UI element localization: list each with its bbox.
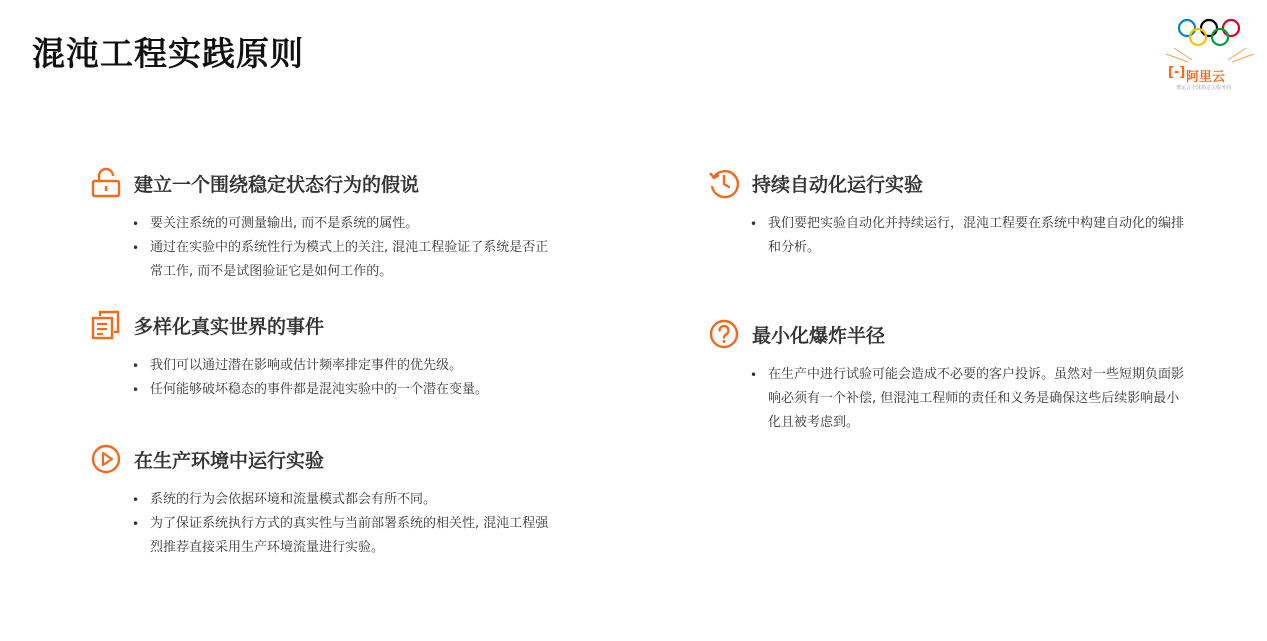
list-item: • 任何能够破坏稳态的事件都是混沌实验中的一个潜在变量。 [132,378,560,402]
aliyun-olympic-logo [1160,14,1260,94]
section-hypothesis [90,166,560,284]
list-item: • 为了保证系统执行方式的真实性与当前部署系统的相关性, 混沌工程强烈推荐直接采用生产环境流量进行实验。 [132,512,560,560]
list-item: • 通过在实验中的系统性行为模式上的关注, 混沌工程验证了系统是否正常工作, 而不是试图验证它是如何工作的。 [132,236,560,284]
section-real-world-events [90,308,560,402]
list-item: • 系统的行为会依据环境和流量模式都会有所不同。 [132,488,560,512]
section-title: 在生产环境中运行实验 [134,449,325,472]
brand-tagline: 奥运会全球指定云服务商 [1176,85,1232,91]
page-title: 混沌工程实践原则 [32,34,304,73]
list-item: • 我们可以通过潜在影响或估计频率排定事件的优先级。 [132,354,560,378]
section-automation [708,166,1188,260]
section-title: 多样化真实世界的事件 [134,315,325,338]
aliyun-bracket-icon: [-] [1168,65,1186,80]
list-item: • 在生产中进行试验可能会造成不必要的客户投诉。虽然对一些短期负面影响必须有一个补偿, 但混沌工程师的责任和义务是确保这些后续影响最小化且被考虑到。 [750,363,1188,435]
section-title: 持续自动化运行实验 [752,173,924,196]
section-title: 建立一个围绕稳定状态行为的假说 [134,173,420,196]
play-circle-icon [90,443,122,475]
question-circle-icon [708,318,740,350]
section-title: 最小化爆炸半径 [752,324,886,347]
list-item: • 我们要把实验自动化并持续运行，混沌工程要在系统中构建自动化的编排和分析。 [750,212,1188,260]
sunburst-icon [1160,44,1260,66]
lock-icon [90,167,122,199]
section-production [90,442,560,560]
brand-text: 阿里云 [1186,70,1226,85]
section-blast-radius [708,317,1188,435]
list-item: • 要关注系统的可测量输出, 而不是系统的属性。 [132,212,560,236]
history-clock-icon [708,167,740,199]
copy-document-icon [90,309,122,341]
